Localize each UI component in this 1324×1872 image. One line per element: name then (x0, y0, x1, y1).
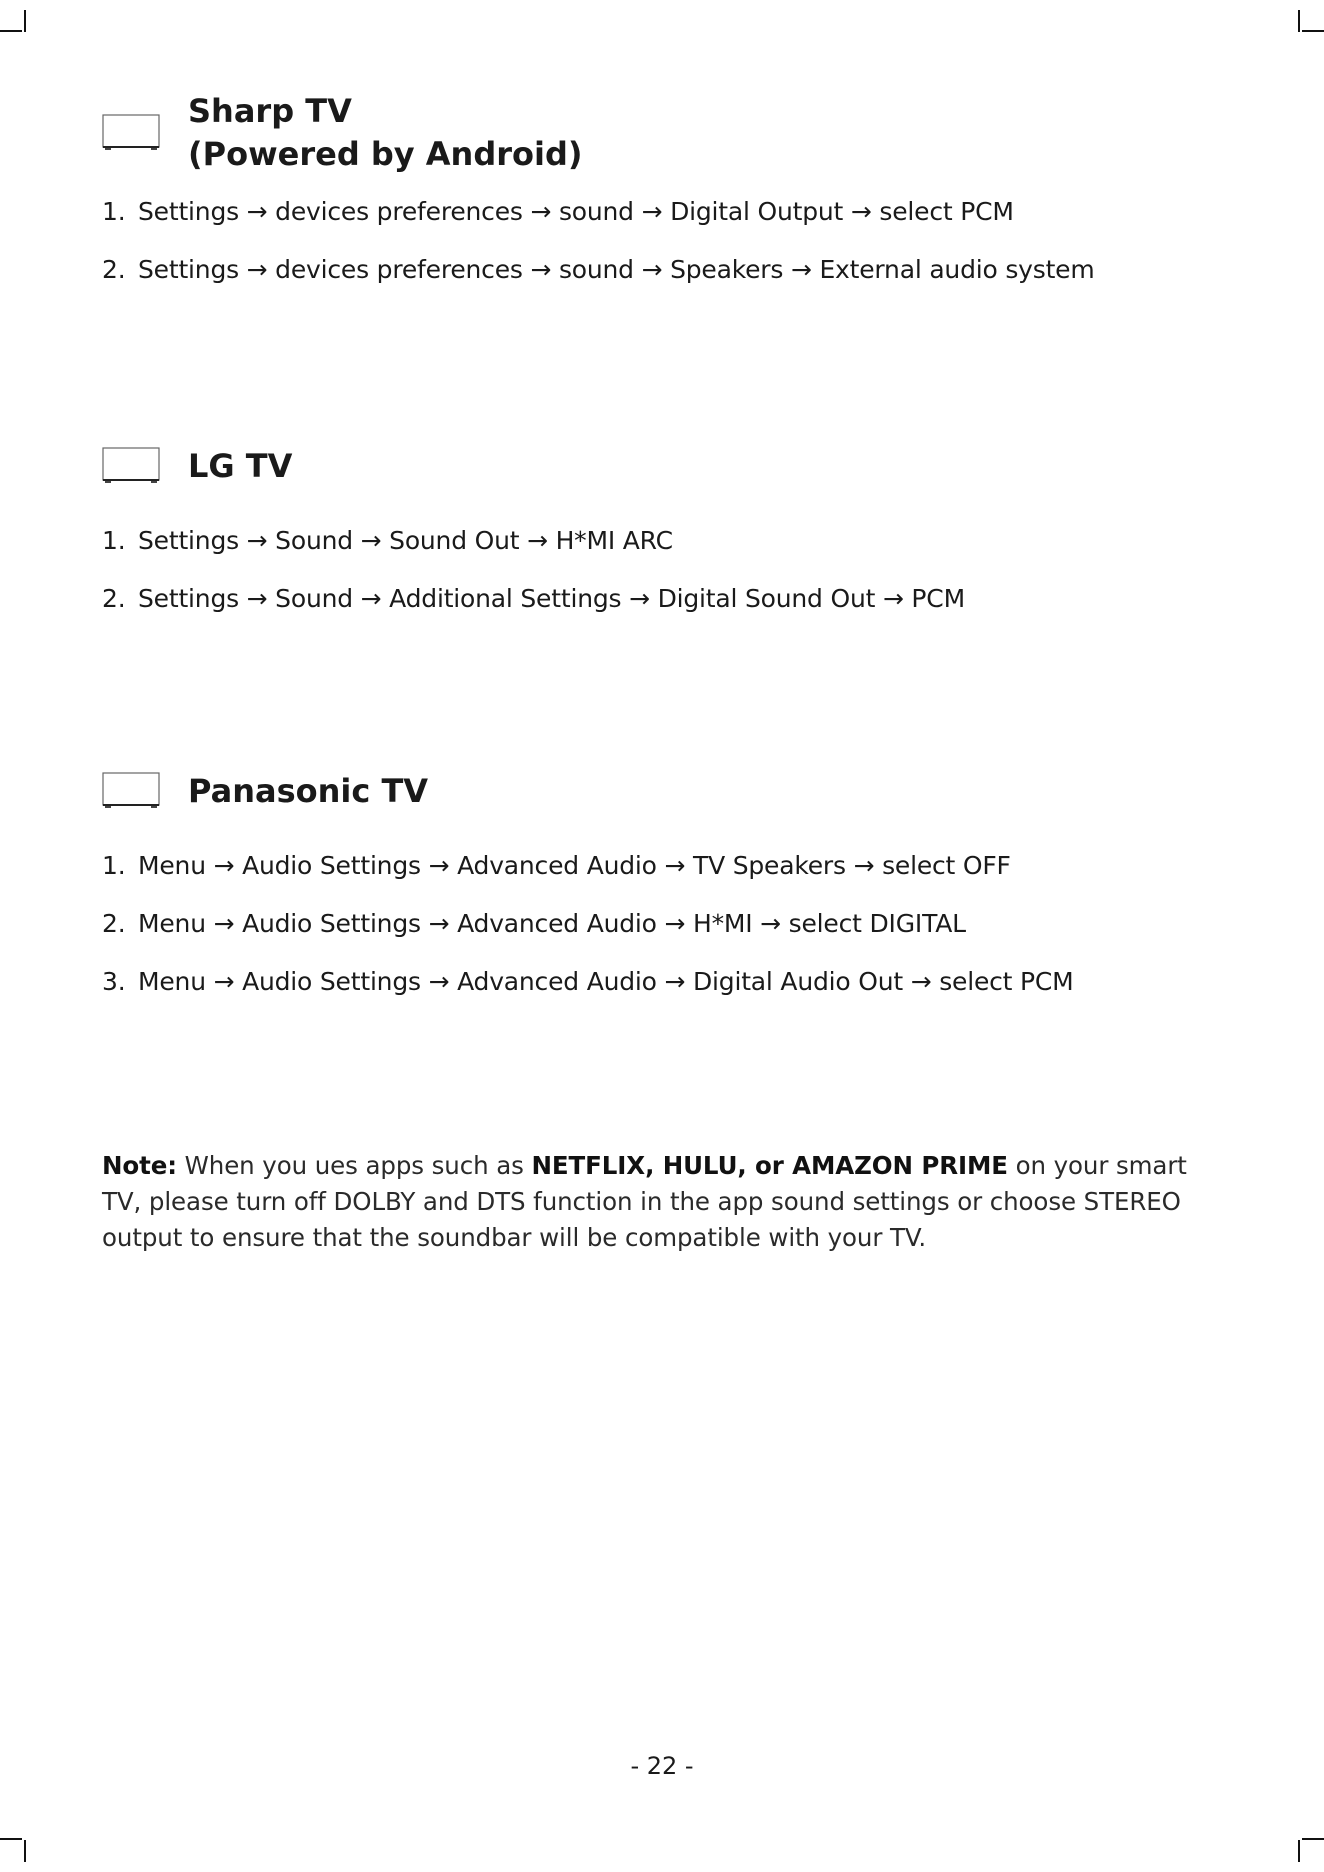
steps-list (102, 837, 1074, 1011)
list-item (102, 512, 965, 570)
list-item (102, 953, 1074, 1011)
step-number: 1. (102, 851, 126, 880)
crop-mark-bottom-left-h (0, 1838, 22, 1840)
section-title-line-1: LG TV (188, 447, 293, 485)
list-item (102, 183, 1095, 241)
section-title-line-1: Panasonic TV (188, 772, 429, 810)
step-text: Menu → Audio Settings → Advanced Audio → Digital Audio Out → select PCM (138, 967, 1074, 996)
note-text-before: When you ues apps such as (176, 1151, 532, 1180)
step-text: Settings → devices preferences → sound → Digital Output → select PCM (138, 197, 1014, 226)
tv-icon (102, 114, 160, 152)
note-emphasis: NETFLIX, HULU, or AMAZON PRIME (531, 1151, 1008, 1180)
list-item (102, 837, 1074, 895)
list-item (102, 570, 965, 628)
crop-mark-bottom-left-v (24, 1840, 26, 1862)
section-title-line-2: (Powered by Android) (188, 135, 583, 173)
step-text: Menu → Audio Settings → Advanced Audio → TV Speakers → select OFF (138, 851, 1011, 880)
list-item (102, 895, 1074, 953)
page-number: - 22 - (630, 1752, 694, 1780)
note-label: Note: (102, 1151, 177, 1180)
step-text: Settings → devices preferences → sound → Speakers → External audio system (138, 255, 1095, 284)
step-number: 1. (102, 526, 126, 555)
step-number: 3. (102, 967, 126, 996)
crop-mark-top-left-h (0, 30, 22, 32)
tv-icon (102, 772, 160, 810)
note-paragraph (102, 1148, 1222, 1256)
section-title (188, 445, 292, 488)
step-number: 2. (102, 255, 126, 284)
section-title (188, 770, 428, 813)
crop-mark-top-right-v (1298, 10, 1300, 32)
crop-mark-bottom-right-h (1302, 1838, 1324, 1840)
step-text: Settings → Sound → Additional Settings → Digital Sound Out → PCM (138, 584, 965, 613)
step-number: 1. (102, 197, 126, 226)
steps-list (102, 183, 1095, 299)
step-text: Menu → Audio Settings → Advanced Audio → H*MI → select DIGITAL (138, 909, 966, 938)
crop-mark-top-left-v (24, 10, 26, 32)
steps-list (102, 512, 965, 628)
step-text: Settings → Sound → Sound Out → H*MI ARC (138, 526, 673, 555)
crop-mark-bottom-right-v (1298, 1840, 1300, 1862)
note-text-after: on your smart TV, please turn off DOLBY and DTS function in the app sound settings or choose STEREO output to ensure that the soundbar will be compatible with your TV. (102, 1151, 1187, 1252)
step-number: 2. (102, 584, 126, 613)
tv-icon (102, 447, 160, 485)
crop-mark-top-right-h (1302, 30, 1324, 32)
section-title-line-1: Sharp TV (188, 92, 352, 130)
section-title (188, 90, 582, 176)
step-number: 2. (102, 909, 126, 938)
list-item (102, 241, 1095, 299)
